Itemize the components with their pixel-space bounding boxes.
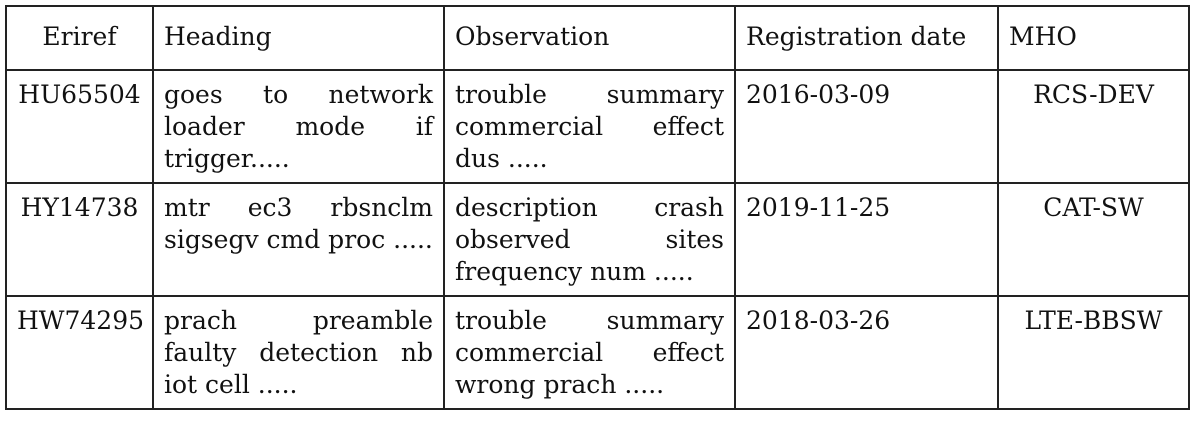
table-header (6, 6, 1189, 70)
cell-observation: description crash observed sites frequency num ..... (444, 183, 735, 296)
cell-registration-date: 2019-11-25 (735, 183, 998, 296)
trouble-report-table (5, 5, 1190, 410)
header-registration-date: Registration date (735, 6, 998, 70)
cell-heading: mtr ec3 rbsnclm sigsegv cmd proc ..... (153, 183, 444, 296)
header-heading: Heading (153, 6, 444, 70)
cell-registration-date: 2016-03-09 (735, 70, 998, 183)
cell-heading: goes to network loader mode if trigger..... (153, 70, 444, 183)
table-row (6, 183, 1189, 296)
header-mho: MHO (998, 6, 1189, 70)
cell-eriref: HW74295 (6, 296, 153, 409)
table-body (6, 70, 1189, 409)
cell-registration-date: 2018-03-26 (735, 296, 998, 409)
header-observation: Observation (444, 6, 735, 70)
cell-heading: prach preamble faulty detection nb iot cell ..... (153, 296, 444, 409)
cell-observation: trouble summary commercial effect wrong prach ..... (444, 296, 735, 409)
cell-mho: RCS-DEV (998, 70, 1189, 183)
cell-eriref: HU65504 (6, 70, 153, 183)
header-eriref: Eriref (6, 6, 153, 70)
table-row (6, 296, 1189, 409)
table-row (6, 70, 1189, 183)
cell-observation: trouble summary commercial effect dus ..... (444, 70, 735, 183)
cell-eriref: HY14738 (6, 183, 153, 296)
header-row (6, 6, 1189, 70)
cell-mho: CAT-SW (998, 183, 1189, 296)
cell-mho: LTE-BBSW (998, 296, 1189, 409)
